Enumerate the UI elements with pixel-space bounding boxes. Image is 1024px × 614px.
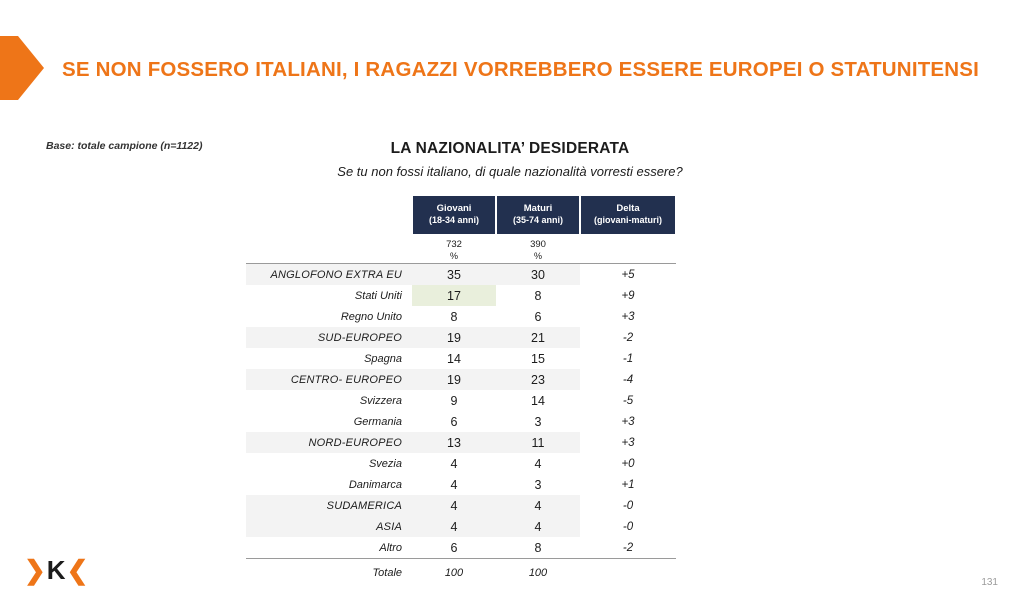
- total-giovani: 100: [444, 567, 464, 580]
- row-giovani: 6: [450, 414, 458, 429]
- table-row: [246, 327, 676, 348]
- row-label: Altro: [379, 541, 402, 554]
- header-giovani: [412, 196, 496, 234]
- row-label: Regno Unito: [340, 310, 402, 323]
- table-row: [246, 390, 676, 411]
- row-maturi: 11: [496, 432, 580, 453]
- sample-size-blank: [246, 234, 412, 264]
- row-label: Stati Uniti: [354, 289, 402, 302]
- header-delta-label: Delta: [616, 203, 640, 214]
- row-maturi: 3: [534, 414, 542, 429]
- sample-size-maturi-n: 390: [530, 239, 546, 251]
- header-maturi-label: Maturi: [523, 203, 553, 214]
- row-delta: +1: [621, 478, 635, 491]
- total-delta: [580, 559, 676, 583]
- row-label: SUD-EUROPEO: [246, 327, 412, 348]
- row-delta: +3: [621, 415, 635, 428]
- row-label: Danimarca: [348, 478, 402, 491]
- table-row: [246, 537, 676, 559]
- row-label: SUDAMERICA: [246, 495, 412, 516]
- row-maturi: 23: [496, 369, 580, 390]
- row-label: Svizzera: [359, 394, 402, 407]
- row-giovani: 4: [450, 456, 458, 471]
- chart-title: LA NAZIONALITA’ DESIDERATA: [390, 140, 630, 157]
- table-row: [246, 411, 676, 432]
- chart-subtitle: Se tu non fossi italiano, di quale nazionalità vorresti essere?: [337, 164, 683, 179]
- row-maturi: 15: [531, 351, 545, 366]
- row-delta: -0: [622, 520, 634, 533]
- row-delta: +9: [621, 289, 635, 302]
- table-row: [246, 495, 676, 516]
- sample-size-giovani-unit: %: [449, 250, 458, 261]
- row-delta: -2: [622, 541, 634, 554]
- table-row: [246, 432, 676, 453]
- sample-size-maturi: [496, 234, 580, 264]
- row-maturi: 3: [534, 477, 542, 492]
- row-maturi: 30: [496, 264, 580, 285]
- page-number: 131: [981, 577, 998, 588]
- header-blank: [246, 196, 412, 234]
- row-label: Germania: [353, 415, 402, 428]
- row-label: Spagna: [364, 352, 402, 365]
- total-row: [246, 559, 676, 583]
- row-delta: -4: [622, 373, 634, 386]
- header-giovani-sub: (18-34 anni): [428, 214, 479, 225]
- row-maturi: 21: [496, 327, 580, 348]
- row-giovani: 4: [412, 516, 496, 537]
- base-note: Base: totale campione (n=1122): [46, 140, 203, 152]
- row-maturi: 4: [496, 495, 580, 516]
- row-giovani: 4: [412, 495, 496, 516]
- table-row: [246, 369, 676, 390]
- sample-size-giovani-n: 732: [446, 239, 462, 251]
- total-label: Totale: [372, 567, 402, 580]
- row-delta: +0: [621, 457, 635, 470]
- nationality-table: [246, 196, 677, 583]
- row-giovani: 17: [412, 285, 496, 306]
- row-maturi: 8: [534, 288, 542, 303]
- row-delta: +3: [621, 436, 635, 449]
- row-giovani: 19: [412, 369, 496, 390]
- row-delta: +3: [621, 310, 635, 323]
- table-row: [246, 453, 676, 474]
- header-delta: [580, 196, 676, 234]
- row-label: Svezia: [368, 457, 402, 470]
- header-maturi: [496, 196, 580, 234]
- row-maturi: 4: [496, 516, 580, 537]
- row-label: NORD-EUROPEO: [246, 432, 412, 453]
- row-label: ANGLOFONO EXTRA EU: [246, 264, 412, 285]
- row-maturi: 8: [534, 540, 542, 555]
- row-maturi: 4: [534, 456, 542, 471]
- row-delta: -0: [622, 499, 634, 512]
- table-header-row: [246, 196, 676, 234]
- header-delta-sub: (giovani-maturi): [593, 214, 662, 225]
- page-title: SE NON FOSSERO ITALIANI, I RAGAZZI VORREBBERO ESSERE EUROPEI O STATUNITENSI: [62, 58, 980, 81]
- row-label: ASIA: [246, 516, 412, 537]
- row-giovani: 13: [412, 432, 496, 453]
- row-maturi: 6: [534, 309, 542, 324]
- orange-arrow-marker: [0, 36, 46, 100]
- nationality-table-wrapper: [246, 196, 676, 583]
- row-giovani: 8: [450, 309, 458, 324]
- row-giovani: 4: [450, 477, 458, 492]
- row-label: CENTRO- EUROPEO: [246, 369, 412, 390]
- logo-letter: K: [46, 555, 65, 585]
- row-delta: -1: [622, 352, 634, 365]
- table-row: [246, 516, 676, 537]
- sample-size-maturi-unit: %: [533, 250, 542, 261]
- sample-size-delta: [580, 234, 676, 264]
- row-giovani: 14: [447, 351, 461, 366]
- table-row: [246, 348, 676, 369]
- chart-heading: [230, 140, 790, 179]
- table-row: [246, 474, 676, 495]
- row-delta: -2: [622, 331, 634, 344]
- row-giovani: 19: [412, 327, 496, 348]
- sample-size-giovani: [412, 234, 496, 264]
- total-maturi: 100: [528, 567, 548, 580]
- row-maturi: 14: [531, 393, 545, 408]
- row-delta: +5: [621, 268, 635, 281]
- table-row: [246, 264, 676, 285]
- chevron-right-icon: ❯: [24, 555, 45, 585]
- row-delta: -5: [622, 394, 634, 407]
- row-giovani: 6: [450, 540, 458, 555]
- row-giovani: 35: [412, 264, 496, 285]
- row-giovani: 9: [450, 393, 458, 408]
- brand-logo: [24, 555, 87, 586]
- header-maturi-sub: (35-74 anni): [512, 214, 563, 225]
- header-giovani-label: Giovani: [436, 203, 472, 214]
- sample-size-row: [246, 234, 676, 264]
- chevron-left-icon: ❮: [66, 555, 88, 585]
- table-row: [246, 306, 676, 327]
- table-row: [246, 285, 676, 306]
